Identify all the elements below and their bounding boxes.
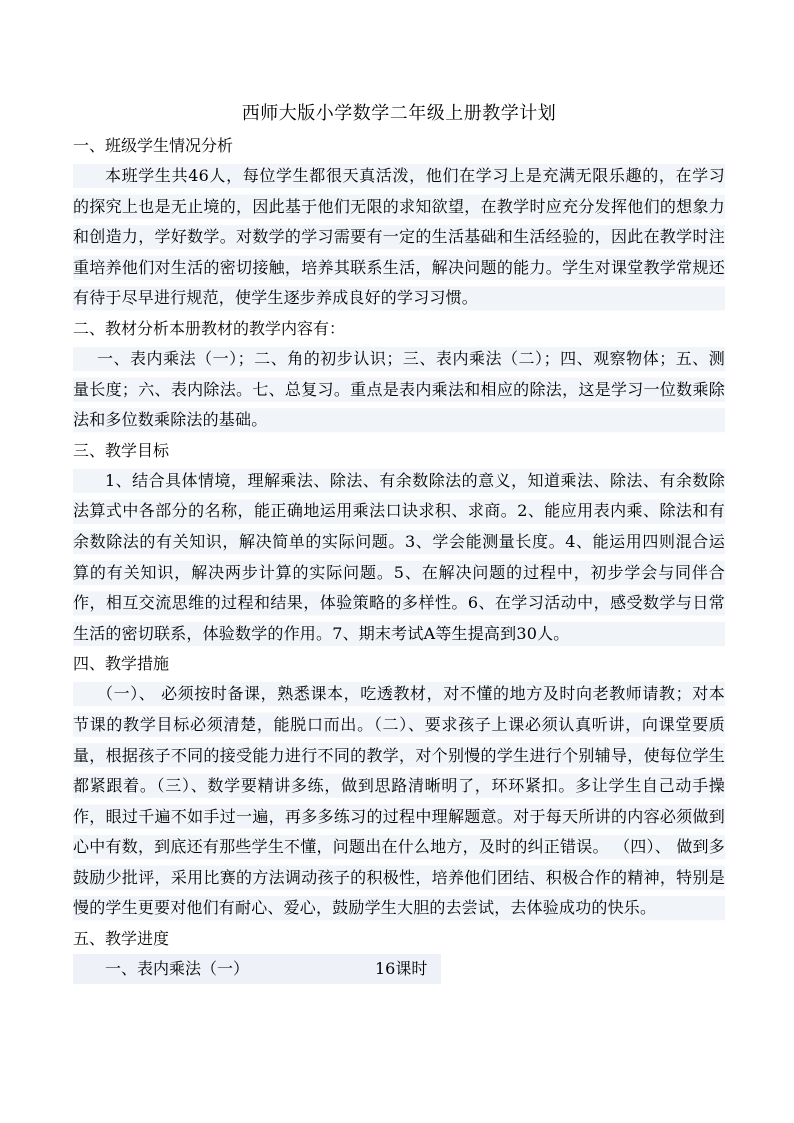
section-paragraph: 本班学生共46人，每位学生都很天真活泼，他们在学习上是充满无限乐趣的，在学习的探究上也是无止境的，因此基于他们无限的求知欲望，在教学时应充分发挥他们的想象力和创造力，学好数学。对数学的学习需要有一定的生活基础和生活经验的，因此在教学时注重培养他们对生活的密切接触，培养其联系生活，解决问题的能力。学生对课堂教学常规还有待于尽早进行规范，使学生逐步养成良好的学习习惯。 bbox=[73, 161, 725, 314]
section-heading: 二、教材分析本册教材的教学内容有： bbox=[73, 318, 346, 338]
schedule-topic: 一、表内乘法（一） bbox=[105, 959, 250, 979]
document-title: 西师大版小学数学二年级上册教学计划 bbox=[241, 103, 557, 124]
section-heading: 一、班级学生情况分析 bbox=[73, 136, 234, 155]
section-heading: 三、教学目标 bbox=[73, 440, 170, 460]
section-teaching-goals bbox=[73, 436, 725, 650]
section-heading: 五、教学进度 bbox=[73, 929, 170, 949]
section-paragraph: 一、表内乘法（一）；二、角的初步认识；三、表内乘法（二）；四、观察物体；五、测量长度；六、表内除法。七、总复习。重点是表内乘法和相应的除法，这是学习一位数乘除法和多位数乘除法的基础。 bbox=[73, 344, 725, 436]
schedule-hours: 16课时 bbox=[375, 959, 428, 979]
document-page bbox=[73, 101, 725, 984]
section-paragraph: 1、结合具体情境，理解乘法、除法、有余数除法的意义，知道乘法、除法、有余数除法算式中各部分的名称，能正确地运用乘法口诀求积、求商。2、能应用表内乘、除法和有余数除法的有关知识，解决简单的实际问题。3、学会能测量长度。4、能运用四则混合运算的有关知识，解决两步计算的实际问题。5、在解决问题的过程中，初步学会与同伴合作，相互交流思维的过程和结果，体验策略的多样性。6、在学习活动中，感受数学与日常生活的密切联系，体验数学的作用。7、期末考试A等生提高到30人。 bbox=[73, 466, 725, 650]
section-class-analysis bbox=[73, 131, 725, 314]
schedule-row bbox=[73, 954, 441, 984]
section-teaching-schedule bbox=[73, 924, 725, 984]
section-heading: 四、教学措施 bbox=[73, 654, 170, 674]
section-textbook-analysis bbox=[73, 314, 725, 436]
section-teaching-measures bbox=[73, 649, 725, 924]
section-paragraph: （一）、 必须按时备课，熟悉课本，吃透教材，对不懂的地方及时向老教师请教；对本节课的教学目标必须清楚，能脱口而出。（二）、要求孩子上课必须认真听讲，向课堂要质量，根据孩子不同的接受能力进行不同的教学，对个别慢的学生进行个别辅导，使每位学生都紧跟着。（三）、数学要精讲多练，做到思路清晰明了，环环紧扣。多让学生自己动手操作，眼过千遍不如手过一遍，再多多练习的过程中理解题意。对于每天所讲的内容必须做到心中有数，到底还有那些学生不懂，问题出在什么地方，及时的纠正错误。 （四）、 做到多鼓励少批评，采用比赛的方法调动孩子的积极性，培养他们团结、积极合作的精神，特别是慢的学生更要对他们有耐心、爱心，鼓励学生大胆的去尝试，去体验成功的快乐。 bbox=[73, 679, 725, 924]
